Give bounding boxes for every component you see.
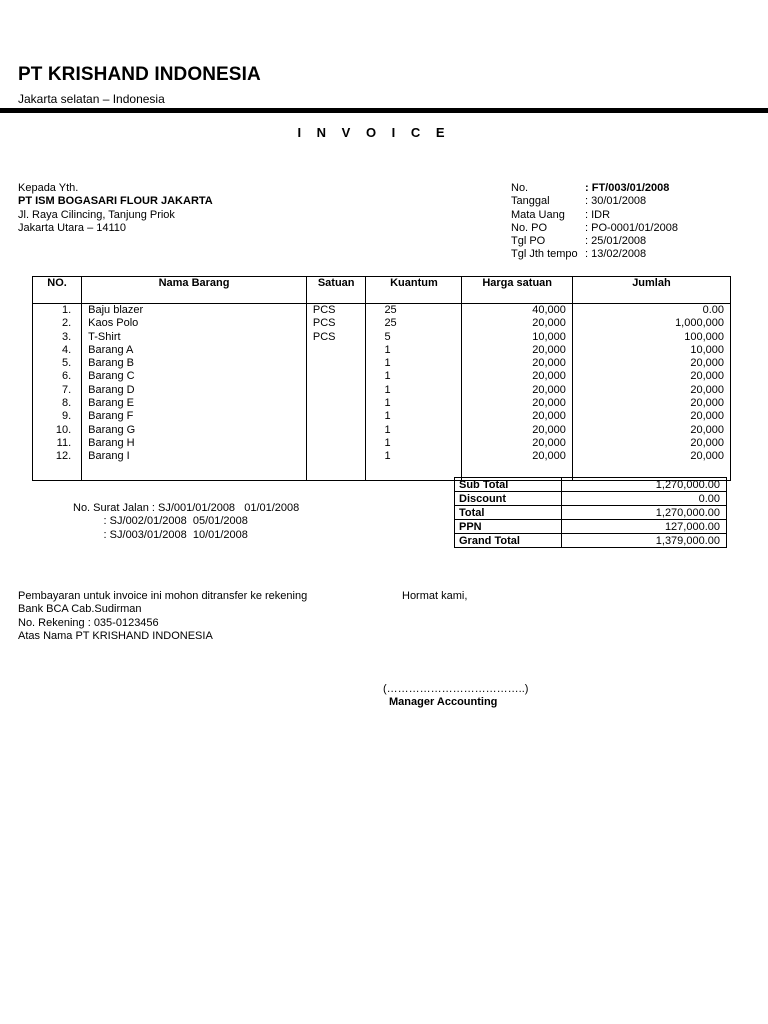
- cell-total: 20,000: [572, 357, 730, 370]
- cell-price: 20,000: [462, 424, 572, 437]
- payment-line: Atas Nama PT KRISHAND INDONESIA: [18, 629, 213, 642]
- table-row: [33, 370, 731, 383]
- cell-price: 20,000: [462, 410, 572, 423]
- table-row: [33, 331, 731, 344]
- cell-no: 7.: [33, 384, 82, 397]
- col-header-kuantum: Kuantum: [366, 277, 462, 304]
- cell-qty: 1: [366, 450, 462, 480]
- cell-no: 11.: [33, 437, 82, 450]
- cell-total: 100,000: [572, 331, 730, 344]
- signature-line: (………………………………..): [383, 683, 529, 695]
- company-address: Jakarta selatan – Indonesia: [18, 92, 165, 106]
- cell-qty: 5: [366, 331, 462, 344]
- cell-qty: 25: [366, 304, 462, 318]
- cell-price: 20,000: [462, 397, 572, 410]
- cell-name: Barang H: [82, 437, 307, 450]
- meta-row: [511, 182, 678, 195]
- meta-row: [511, 209, 678, 222]
- signatory-role: Manager Accounting: [389, 696, 498, 708]
- cell-satuan: PCS: [306, 317, 366, 330]
- cell-price: 20,000: [462, 357, 572, 370]
- meta-value: : FT/003/01/2008: [585, 182, 670, 194]
- totals-value: 1,379,000.00: [562, 534, 727, 548]
- document-title: I N V O I C E: [297, 125, 451, 140]
- cell-total: 20,000: [572, 397, 730, 410]
- customer-block: [18, 182, 213, 235]
- items-body: [33, 304, 731, 481]
- table-row: [33, 450, 731, 480]
- cell-satuan: PCS: [306, 331, 366, 344]
- meta-value: : 30/01/2008: [585, 195, 647, 208]
- customer-address-line: Jakarta Utara – 14110: [18, 221, 127, 234]
- cell-no: 4.: [33, 344, 82, 357]
- totals-row: [455, 506, 727, 520]
- totals-row: [455, 492, 727, 506]
- table-row: [33, 437, 731, 450]
- cell-satuan: PCS: [306, 304, 366, 318]
- totals-label: Grand Total: [455, 534, 562, 548]
- cell-satuan: [306, 384, 366, 397]
- cell-no: 12.: [33, 450, 82, 480]
- cell-total: 20,000: [572, 437, 730, 450]
- cell-price: 20,000: [462, 317, 572, 330]
- meta-label: No. PO: [511, 221, 548, 234]
- payment-line: Bank BCA Cab.Sudirman: [18, 603, 142, 616]
- col-header-no: NO.: [33, 277, 82, 304]
- cell-name: Barang G: [82, 424, 307, 437]
- cell-total: 20,000: [572, 424, 730, 437]
- cell-satuan: [306, 344, 366, 357]
- cell-qty: 1: [366, 370, 462, 383]
- totals-body: [455, 478, 727, 548]
- col-header-name: Nama Barang: [82, 277, 307, 304]
- totals-label: Sub Total: [455, 478, 562, 492]
- cell-name: Barang D: [82, 384, 307, 397]
- payment-line: No. Rekening : 035-0123456: [18, 616, 159, 629]
- closing-text: Hormat kami,: [402, 590, 468, 602]
- cell-no: 1.: [33, 304, 82, 318]
- meta-value: : 13/02/2008: [585, 248, 647, 261]
- cell-no: 9.: [33, 410, 82, 423]
- surat-jalan-line: : SJ/003/01/2008 10/01/2008: [73, 528, 248, 541]
- totals-row: [455, 534, 727, 548]
- cell-name: Barang B: [82, 357, 307, 370]
- surat-jalan-line: : SJ/002/01/2008 05/01/2008: [73, 515, 248, 528]
- cell-total: 20,000: [572, 384, 730, 397]
- table-row: [33, 304, 731, 318]
- cell-total: 0.00: [572, 304, 730, 318]
- customer-name: PT ISM BOGASARI FLOUR JAKARTA: [18, 195, 213, 208]
- cell-price: 20,000: [462, 344, 572, 357]
- totals-label: PPN: [455, 520, 562, 534]
- totals-value: 0.00: [562, 492, 727, 506]
- cell-qty: 1: [366, 437, 462, 450]
- cell-qty: 1: [366, 397, 462, 410]
- totals-value: 127,000.00: [562, 520, 727, 534]
- table-row: [33, 410, 731, 423]
- cell-price: 20,000: [462, 384, 572, 397]
- meta-label: Tgl PO: [511, 235, 546, 248]
- totals-label: Total: [455, 506, 562, 520]
- cell-name: Barang A: [82, 344, 307, 357]
- totals-value: 1,270,000.00: [562, 506, 727, 520]
- cell-satuan: [306, 370, 366, 383]
- col-header-jumlah: Jumlah: [572, 277, 730, 304]
- cell-name: Baju blazer: [82, 304, 307, 318]
- meta-value: : PO-0001/01/2008: [585, 221, 678, 234]
- cell-no: 2.: [33, 317, 82, 330]
- company-name: PT KRISHAND INDONESIA: [18, 64, 261, 85]
- cell-no: 8.: [33, 397, 82, 410]
- cell-total: 20,000: [572, 450, 730, 480]
- customer-address-line: Jl. Raya Cilincing, Tanjung Priok: [18, 208, 175, 221]
- cell-satuan: [306, 424, 366, 437]
- customer-greeting: Kepada Yth.: [18, 182, 79, 194]
- invoice-meta: [511, 182, 678, 262]
- cell-total: 10,000: [572, 344, 730, 357]
- col-header-satuan: Satuan: [306, 277, 366, 304]
- totals-label: Discount: [455, 492, 562, 506]
- cell-satuan: [306, 357, 366, 370]
- cell-no: 10.: [33, 424, 82, 437]
- totals-row: [455, 478, 727, 492]
- cell-qty: 1: [366, 424, 462, 437]
- cell-total: 1,000,000: [572, 317, 730, 330]
- table-row: [33, 357, 731, 370]
- cell-satuan: [306, 437, 366, 450]
- table-header-row: [33, 277, 731, 304]
- cell-total: 20,000: [572, 370, 730, 383]
- meta-label: Tgl Jth tempo: [511, 248, 578, 261]
- col-header-harga: Harga satuan: [462, 277, 572, 304]
- table-row: [33, 317, 731, 330]
- cell-name: T-Shirt: [82, 331, 307, 344]
- cell-satuan: [306, 397, 366, 410]
- meta-value: : IDR: [585, 208, 611, 221]
- cell-qty: 1: [366, 384, 462, 397]
- meta-row: [511, 222, 678, 235]
- meta-row: [511, 195, 678, 208]
- header-divider: [0, 108, 768, 113]
- table-row: [33, 344, 731, 357]
- meta-value: : 25/01/2008: [585, 235, 647, 248]
- cell-no: 6.: [33, 370, 82, 383]
- payment-line: Pembayaran untuk invoice ini mohon ditransfer ke rekening: [18, 590, 308, 602]
- cell-satuan: [306, 410, 366, 423]
- cell-name: Kaos Polo: [82, 317, 307, 330]
- totals-row: [455, 520, 727, 534]
- cell-qty: 1: [366, 344, 462, 357]
- cell-name: Barang F: [82, 410, 307, 423]
- cell-price: 20,000: [462, 437, 572, 450]
- cell-price: 10,000: [462, 331, 572, 344]
- surat-jalan-line: No. Surat Jalan : SJ/001/01/2008 01/01/2008: [73, 502, 300, 514]
- cell-qty: 1: [366, 410, 462, 423]
- cell-price: 20,000: [462, 450, 572, 480]
- payment-instructions: [18, 590, 307, 643]
- meta-row: [511, 248, 678, 261]
- items-table: [32, 276, 731, 481]
- cell-satuan: [306, 450, 366, 480]
- cell-name: Barang C: [82, 370, 307, 383]
- table-row: [33, 384, 731, 397]
- cell-price: 40,000: [462, 304, 572, 318]
- surat-jalan-block: [73, 502, 299, 542]
- cell-no: 5.: [33, 357, 82, 370]
- meta-label: No.: [511, 182, 529, 194]
- cell-total: 20,000: [572, 410, 730, 423]
- cell-price: 20,000: [462, 370, 572, 383]
- meta-label: Tanggal: [511, 195, 550, 208]
- table-row: [33, 397, 731, 410]
- cell-qty: 1: [366, 357, 462, 370]
- cell-qty: 25: [366, 317, 462, 330]
- cell-name: Barang E: [82, 397, 307, 410]
- meta-row: [511, 235, 678, 248]
- table-row: [33, 424, 731, 437]
- cell-name: Barang I: [82, 450, 307, 480]
- meta-label: Mata Uang: [511, 208, 565, 221]
- cell-no: 3.: [33, 331, 82, 344]
- totals-value: 1,270,000.00: [562, 478, 727, 492]
- totals-table: [454, 477, 727, 548]
